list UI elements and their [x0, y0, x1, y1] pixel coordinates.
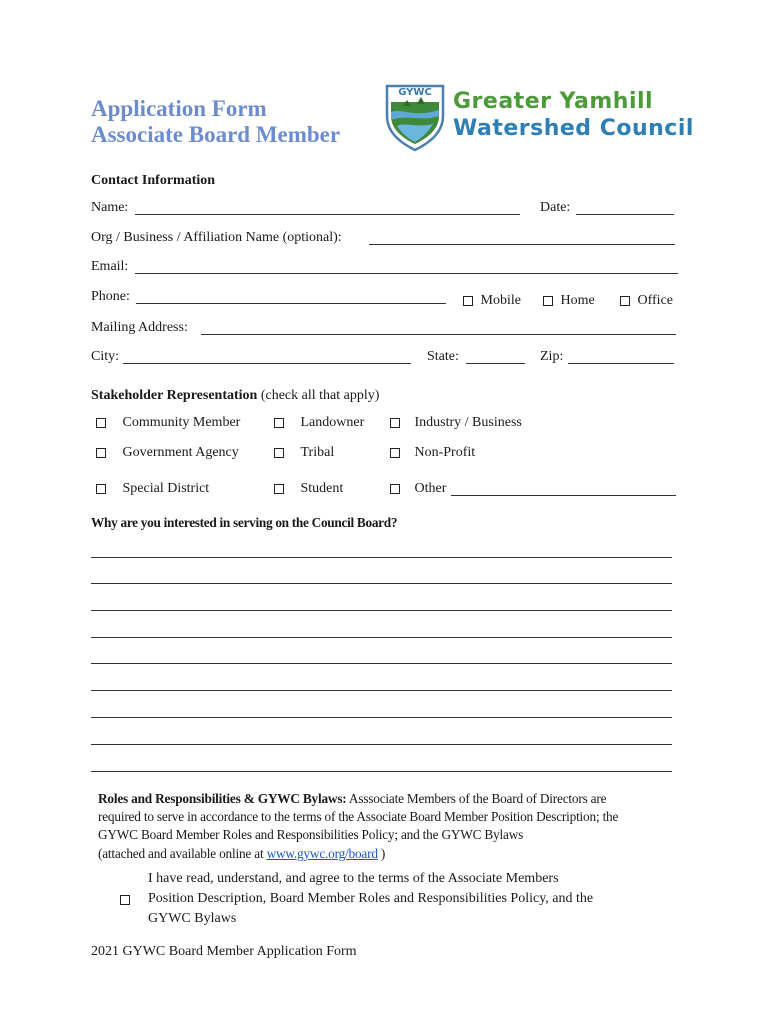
org-label: Org / Business / Affiliation Name (optional):: [91, 230, 342, 245]
email-field[interactable]: [135, 273, 678, 274]
zip-label: Zip:: [540, 349, 564, 364]
zip-field[interactable]: [568, 363, 674, 364]
answer-line-6[interactable]: [91, 690, 672, 691]
city-label: City:: [91, 349, 120, 364]
contact-heading: Contact Information: [91, 173, 216, 188]
mailing-label: Mailing Address:: [91, 320, 188, 335]
name-label: Name:: [91, 200, 129, 215]
bylaws-link[interactable]: www.gywc.org/board: [266, 846, 378, 861]
form-title: Application Form: [91, 96, 267, 121]
gywc-logo: [383, 82, 447, 152]
roles-line-2: required to serve in accordance to the terms of the Associate Board Member Position Description; the: [98, 809, 619, 824]
email-label: Email:: [91, 259, 129, 274]
option-label: Community Member: [122, 415, 241, 430]
phone-field[interactable]: [136, 303, 446, 304]
option-community-member[interactable]: [96, 415, 240, 431]
industry-business-checkbox[interactable]: [390, 418, 400, 428]
phone-option-mobile[interactable]: [463, 293, 521, 309]
agreement-line-2: Position Description, Board Member Roles and Responsibilities Policy, and the: [148, 891, 594, 906]
state-field[interactable]: [466, 363, 525, 364]
roles-line-1: [98, 790, 606, 808]
option-label: Special District: [122, 481, 210, 496]
footer-text: 2021 GYWC Board Member Application Form: [91, 944, 357, 959]
option-label: Landowner: [300, 415, 365, 430]
roles-heading: Roles and Responsibilities & GYWC Bylaws:: [98, 791, 347, 806]
home-checkbox[interactable]: [543, 296, 553, 306]
phone-option-office[interactable]: [620, 293, 673, 309]
roles-line-3: GYWC Board Member Roles and Responsibilities Policy; and the GYWC Bylaws: [98, 827, 524, 842]
logo-badge-text: GYWC: [398, 87, 432, 98]
option-government-agency[interactable]: [96, 445, 239, 461]
agreement-checkbox[interactable]: [120, 891, 130, 909]
agree-checkbox[interactable]: [120, 895, 130, 905]
agreement-line-1: I have read, understand, and agree to the terms of the Associate Members: [148, 871, 559, 886]
non-profit-checkbox[interactable]: [390, 448, 400, 458]
government-agency-checkbox[interactable]: [96, 448, 106, 458]
stakeholder-note: (check all that apply): [260, 388, 380, 403]
answer-line-3[interactable]: [91, 610, 672, 611]
option-label: Non-Profit: [414, 445, 476, 460]
roles-line-4: [98, 845, 385, 863]
option-label: Student: [300, 481, 344, 496]
option-label: Industry / Business: [414, 415, 522, 430]
mobile-label: Mobile: [480, 293, 521, 308]
home-label: Home: [560, 293, 595, 308]
office-label: Office: [637, 293, 673, 308]
stakeholder-title: Stakeholder Representation: [91, 388, 258, 403]
roles-text-1: Asssociate Members of the Board of Directors are: [346, 791, 607, 806]
option-non-profit[interactable]: [390, 445, 475, 461]
date-field[interactable]: [576, 214, 674, 215]
community-member-checkbox[interactable]: [96, 418, 106, 428]
answer-line-1[interactable]: [91, 557, 672, 558]
option-student[interactable]: [274, 481, 343, 497]
option-special-district[interactable]: [96, 481, 209, 497]
interest-question: Why are you interested in serving on the Council Board?: [91, 515, 398, 530]
roles-text-5: ): [377, 846, 386, 861]
date-label: Date:: [540, 200, 571, 215]
option-landowner[interactable]: [274, 415, 364, 431]
other-checkbox[interactable]: [390, 484, 400, 494]
state-label: State:: [427, 349, 459, 364]
option-label: Tribal: [300, 445, 335, 460]
org-name-line2: Watershed Council: [453, 116, 694, 141]
org-field[interactable]: [369, 244, 675, 245]
other-field[interactable]: [451, 495, 676, 496]
phone-label: Phone:: [91, 289, 130, 304]
option-tribal[interactable]: [274, 445, 334, 461]
option-label: Other: [414, 481, 447, 496]
answer-line-8[interactable]: [91, 744, 672, 745]
org-name-line1: Greater Yamhill: [453, 89, 654, 114]
roles-text-4: (attached and available online at: [98, 846, 267, 861]
answer-line-7[interactable]: [91, 717, 672, 718]
answer-line-2[interactable]: [91, 583, 672, 584]
mobile-checkbox[interactable]: [463, 296, 473, 306]
city-field[interactable]: [123, 363, 411, 364]
mailing-field[interactable]: [201, 334, 676, 335]
answer-line-9[interactable]: [91, 771, 672, 772]
office-checkbox[interactable]: [620, 296, 630, 306]
student-checkbox[interactable]: [274, 484, 284, 494]
phone-option-home[interactable]: [543, 293, 595, 309]
option-industry-business[interactable]: [390, 415, 522, 431]
special-district-checkbox[interactable]: [96, 484, 106, 494]
form-subtitle: Associate Board Member: [91, 122, 341, 147]
agreement-line-3: GYWC Bylaws: [148, 911, 237, 926]
answer-line-5[interactable]: [91, 663, 672, 664]
landowner-checkbox[interactable]: [274, 418, 284, 428]
tribal-checkbox[interactable]: [274, 448, 284, 458]
name-field[interactable]: [135, 214, 520, 215]
option-label: Government Agency: [122, 445, 239, 460]
answer-line-4[interactable]: [91, 637, 672, 638]
option-other[interactable]: [390, 481, 446, 497]
stakeholder-heading: [91, 388, 379, 404]
